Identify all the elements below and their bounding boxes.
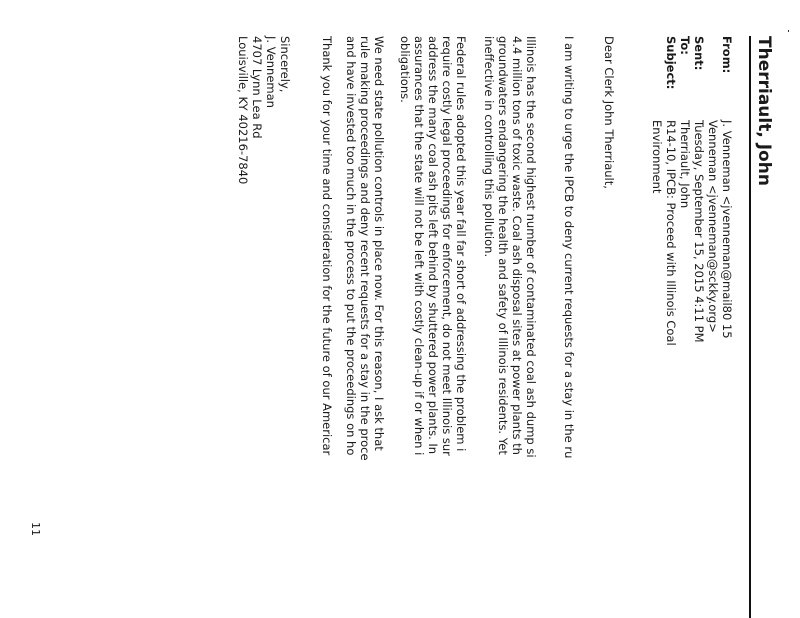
signer-city: Louisville, KY 40216-7840 <box>236 36 250 185</box>
title-divider <box>749 36 751 618</box>
paragraph-line: assurances that the state will not be left with costly clean-up if or when i <box>412 36 426 456</box>
subject-value: R14-10, IPCB: Proceed with Illinois Coal <box>664 120 678 346</box>
closing: Sincerely, <box>278 36 292 93</box>
paragraph-line: 4.4 million tons of toxic waste. Coal ash disposal sites at power plants th <box>510 36 524 455</box>
signer-street: 4707 Lynn Lea Rd <box>250 36 264 139</box>
from-value: J. Venneman <jvenneman@mail80 15 <box>720 120 734 339</box>
paragraph-line: Thank you for your time and consideration for the future of our Americar <box>320 36 334 456</box>
paragraph-line: Federal rules adopted this year fall far short of addressing the problem i <box>454 36 468 452</box>
paragraph-line: address the many coal ash pits left behind by shuttered power plants. In <box>426 36 440 455</box>
to-value: Therriault, John <box>678 120 692 209</box>
paragraph-line: We need state pollution controls in place now. For this reason, I ask that <box>372 36 386 451</box>
signer-name: J. Venneman <box>264 36 278 108</box>
from-label: From: <box>720 36 734 74</box>
paragraph-line: and have invested too much in the process to put the proceedings on ho <box>344 36 358 456</box>
paragraph-line: obligations. <box>398 36 412 103</box>
subject-value-continued: Environment <box>650 120 664 194</box>
paragraph-line: I am writing to urge the IPCB to deny current requests for a stay in the ru <box>562 36 576 459</box>
paragraph-line: rule making proceedings and deny recent requests for a stay in the proce <box>358 36 372 461</box>
scan-mark <box>788 30 789 32</box>
paragraph-state-controls <box>344 36 386 618</box>
paragraph-line: ineffective in controlling this pollution. <box>482 36 496 258</box>
document-title: Therriault, John <box>754 36 774 186</box>
to-label: To: <box>678 36 692 55</box>
subject-label: Subject: <box>664 36 678 90</box>
paragraph-federal-rules <box>398 36 468 618</box>
sent-value: Tuesday, September 15, 2015 4:11 PM <box>692 120 706 343</box>
paragraph-line: require costly legal proceedings for enforcement, do not meet Illinois sur <box>440 36 454 456</box>
salutation: Dear Clerk John Therriault, <box>602 36 616 189</box>
signature-block <box>236 36 292 184</box>
from-value-continued: Venneman <jvenneman@sckky.org> <box>706 120 720 333</box>
paragraph-line: Illinois has the second highest number of contaminated coal ash dump si <box>524 36 538 458</box>
paragraph-intro <box>562 36 576 618</box>
paragraph-line: groundwaters endangering the health and safety of Illinois residents. Yet <box>496 36 510 455</box>
page-number: 11 <box>29 522 42 536</box>
paragraph-thanks <box>320 36 334 618</box>
sent-label: Sent: <box>692 36 706 71</box>
paragraph-illinois-sites <box>482 36 538 618</box>
